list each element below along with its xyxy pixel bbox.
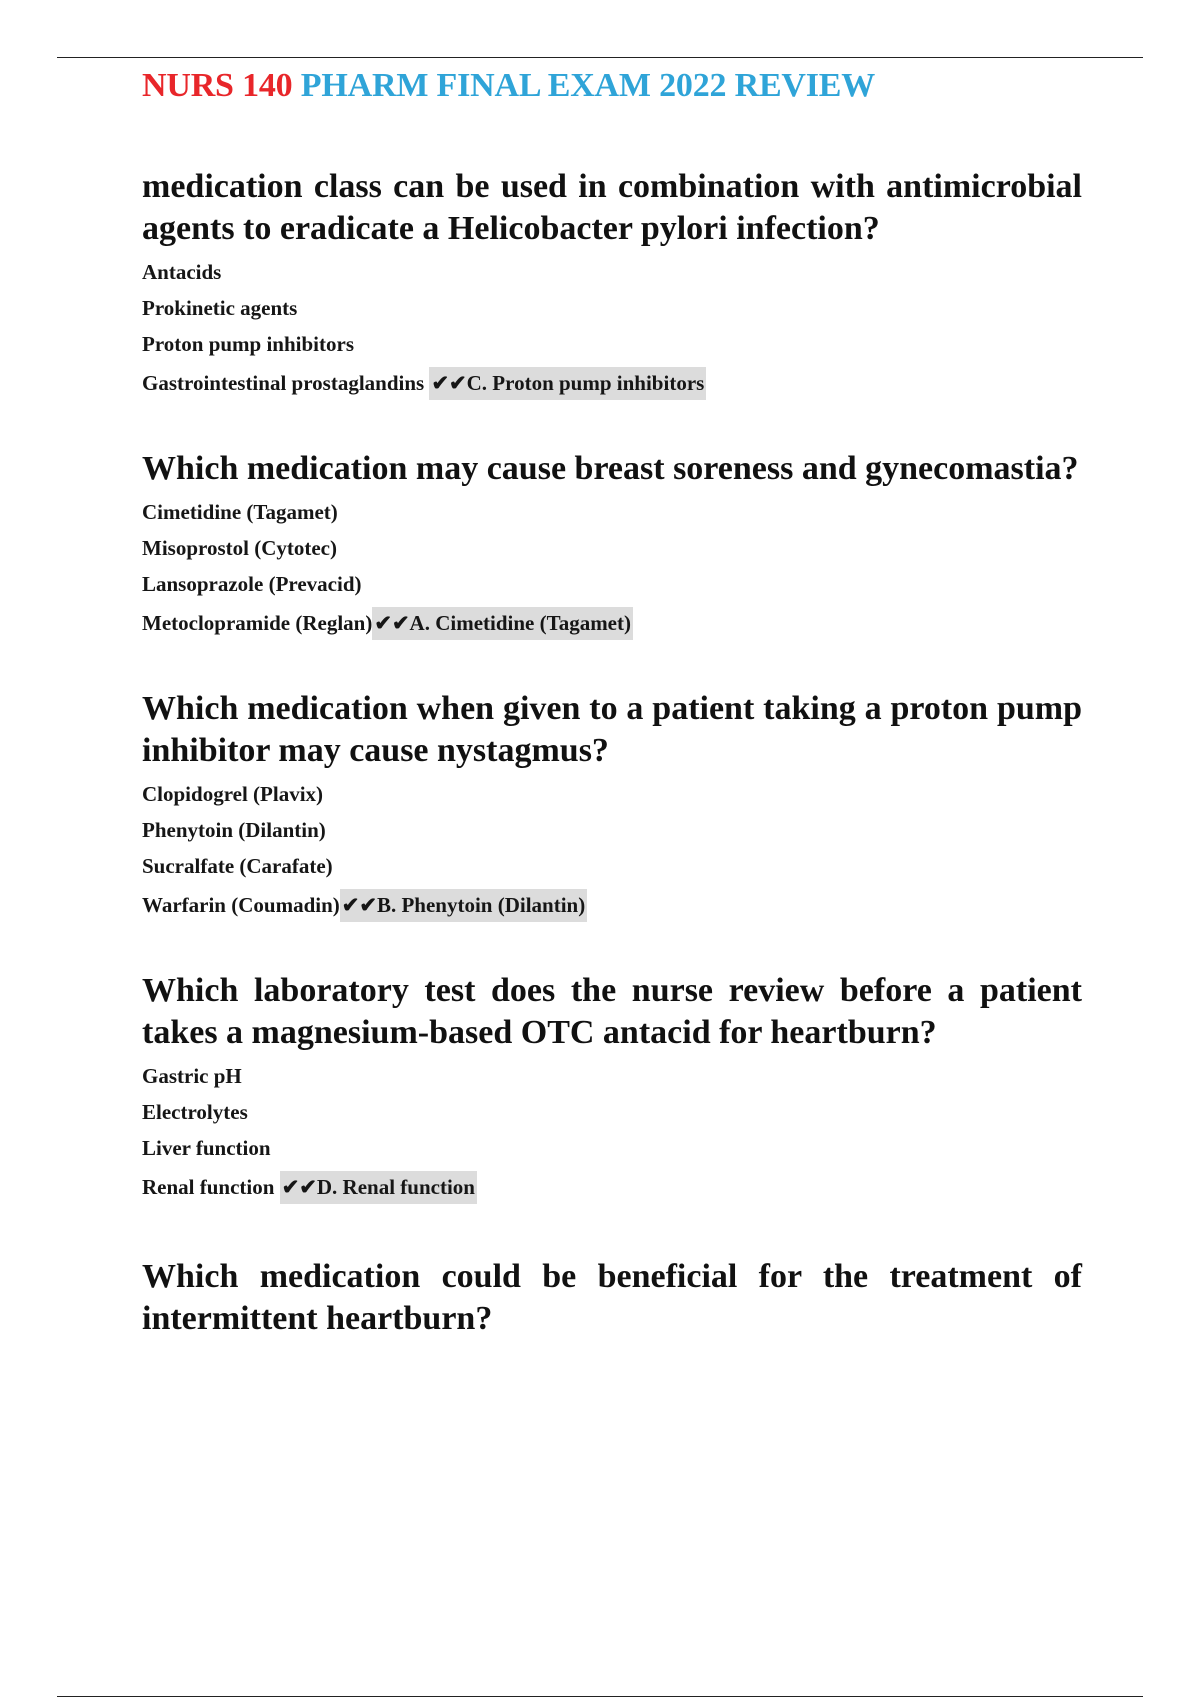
question-block-5 (142, 1256, 1082, 1340)
option-list (142, 494, 1082, 644)
option-item: Liver function (142, 1136, 271, 1160)
question-text: medication class can be used in combination with antimicrobial agents to eradicate a Helicobacter pylori infection? (142, 168, 1082, 247)
option-item: Electrolytes (142, 1100, 248, 1124)
answer-highlight: ✔✔C. Proton pump inhibitors (429, 367, 706, 400)
option-item: Prokinetic agents (142, 296, 298, 320)
option-text: Gastrointestinal prostaglandins (142, 371, 425, 395)
question-text: Which medication when given to a patient taking a proton pump inhibitor may cause nystagmus? (142, 690, 1082, 769)
option-item: Misoprostol (Cytotec) (142, 536, 337, 560)
option-list (142, 1058, 1082, 1208)
question-text: Which laboratory test does the nurse review before a patient takes a magnesium-based OTC antacid for heartburn? (142, 972, 1082, 1051)
option-item: Gastric pH (142, 1064, 242, 1088)
document-title (142, 62, 1082, 110)
option-item: Antacids (142, 260, 222, 284)
option-text: Metoclopramide (Reglan) (142, 611, 373, 635)
question-block-4 (142, 970, 1082, 1208)
question-block-1 (142, 166, 1082, 404)
document-title-exam: PHARM FINAL EXAM 2022 REVIEW (300, 67, 876, 104)
option-item-with-answer (142, 602, 1082, 644)
option-item: Sucralfate (Carafate) (142, 854, 333, 878)
option-item: Phenytoin (Dilantin) (142, 818, 326, 842)
answer-highlight: ✔✔B. Phenytoin (Dilantin) (340, 889, 587, 922)
document-title-course: NURS 140 (142, 67, 293, 104)
option-item: Clopidogrel (Plavix) (142, 782, 324, 806)
option-item: Proton pump inhibitors (142, 332, 354, 356)
question-block-3 (142, 688, 1082, 926)
document-body (142, 62, 1082, 1344)
answer-highlight: ✔✔D. Renal function (280, 1171, 477, 1204)
option-list (142, 776, 1082, 926)
answer-highlight: ✔✔A. Cimetidine (Tagamet) (372, 607, 633, 640)
option-item-with-answer (142, 1166, 1082, 1208)
option-item-with-answer (142, 362, 1082, 404)
option-item: Lansoprazole (Prevacid) (142, 572, 362, 596)
question-text: Which medication may cause breast soreness and gynecomastia? (142, 450, 1079, 487)
option-item-with-answer (142, 884, 1082, 926)
option-item: Cimetidine (Tagamet) (142, 500, 338, 524)
question-text: Which medication could be beneficial for the treatment of intermittent heartburn? (142, 1258, 1082, 1337)
option-text: Warfarin (Coumadin) (142, 893, 340, 917)
bottom-rule (57, 1696, 1143, 1697)
option-list (142, 254, 1082, 404)
top-rule (57, 57, 1143, 58)
option-text: Renal function (142, 1175, 275, 1199)
question-block-2 (142, 448, 1082, 644)
